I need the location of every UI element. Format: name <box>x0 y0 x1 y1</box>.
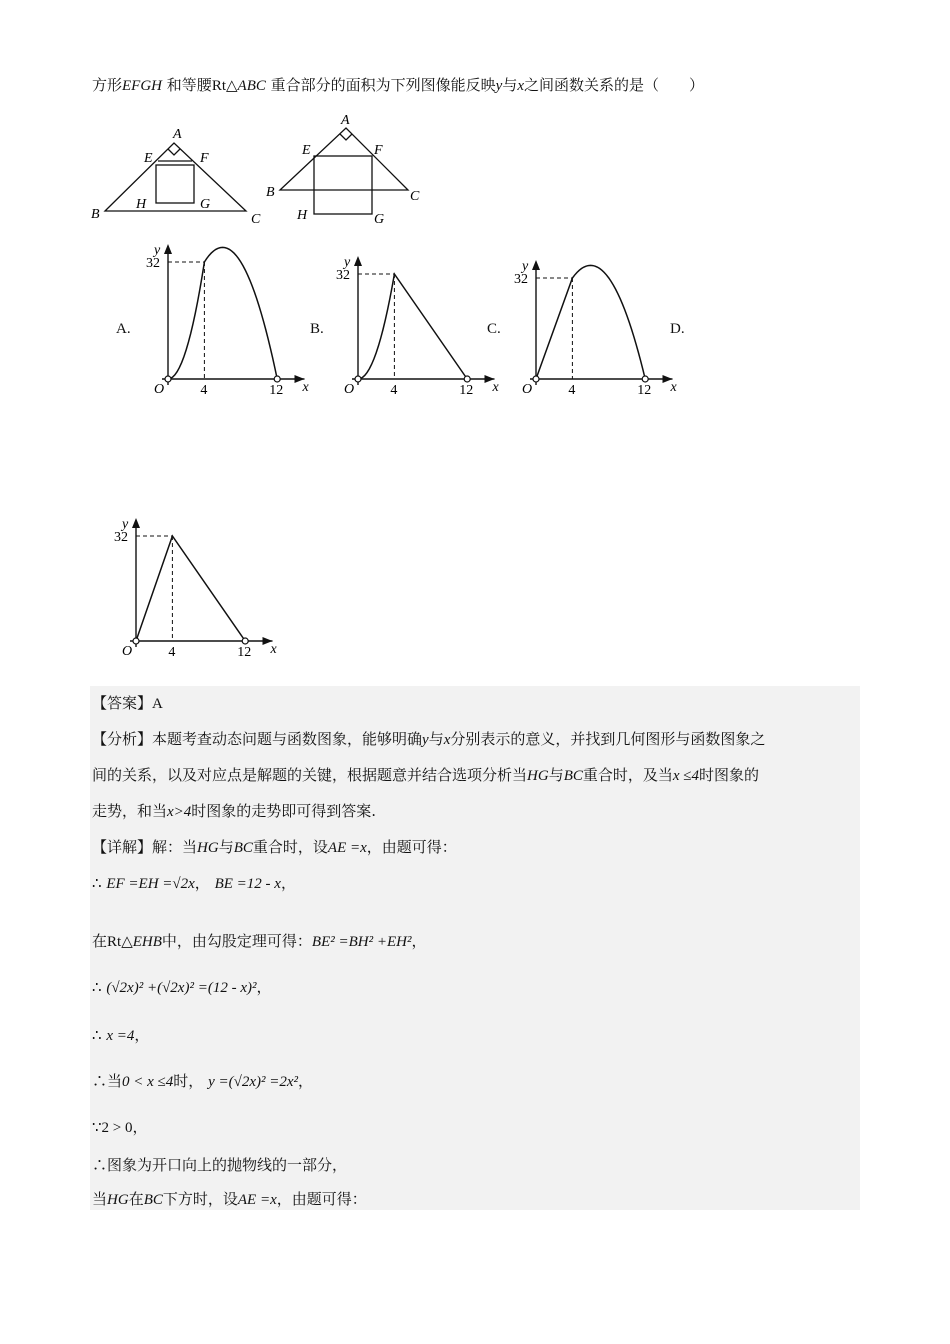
y-tick-32: 32 <box>146 256 160 271</box>
x-tick-12: 12 <box>237 645 252 660</box>
x-tick-4: 4 <box>568 383 576 398</box>
x-axis-label: x <box>492 380 499 395</box>
graph-option-a <box>146 236 316 404</box>
comma-4: ， <box>256 978 272 996</box>
eq-be: BE =12 - x <box>214 876 281 892</box>
origin-open-dot <box>133 638 139 644</box>
option-d-label[interactable]: D. <box>670 321 685 337</box>
therefore-3: ∴ <box>92 1026 102 1044</box>
y-axis-arrow <box>132 518 140 528</box>
origin-label: O <box>522 382 533 397</box>
therefore-when: ∴当 <box>92 1072 123 1090</box>
analysis-text-6: 时图象的走势即可得到答案. <box>191 802 377 820</box>
right-angle-mark-1 <box>168 149 180 155</box>
analysis-hg: HG <box>527 768 549 784</box>
detail-text-2: 重合时，设 <box>252 838 328 856</box>
range-cond: 0 < x ≤4 <box>122 1074 174 1090</box>
label-g-1: G <box>200 197 211 212</box>
function-curve <box>168 247 277 379</box>
detail-pythag-text: 中，由勾股定理可得： <box>161 932 312 950</box>
q-yu: 与 <box>502 76 518 94</box>
detail-zai: 在 <box>92 932 108 950</box>
analysis-bc: BC <box>563 768 583 784</box>
analysis-yu: 与 <box>428 730 444 748</box>
q-rt: Rt△ <box>211 78 238 94</box>
detail-shi: 时， <box>173 1072 204 1090</box>
analysis-text-2: 间的关系，以及对应点是解题的关键，根据题意并结合选项分析当 <box>92 766 528 784</box>
detail-dang: 当 <box>92 1190 108 1208</box>
answer-line <box>92 692 163 713</box>
eq-positive: 2 > 0 <box>101 1120 133 1136</box>
detail-hg: HG <box>197 840 219 856</box>
origin-label: O <box>154 382 165 397</box>
y-axis-label: y <box>344 255 351 270</box>
detail-line-5 <box>92 1024 149 1045</box>
eq-ef-eh: EF =EH =√2x <box>106 876 195 892</box>
label-f-1: F <box>200 151 209 166</box>
y-axis-label: y <box>122 517 129 532</box>
y-tick-32: 32 <box>114 530 128 545</box>
comma-6: ， <box>298 1072 314 1090</box>
x-tick-12: 12 <box>269 383 284 398</box>
label-f-2: F <box>374 143 383 158</box>
graph-option-d <box>114 510 284 666</box>
detail-eq-ae: AE =x <box>327 840 367 856</box>
option-a-label[interactable]: A. <box>116 321 131 337</box>
label-h-1: H <box>136 197 147 212</box>
detail-end: ，由题可得： <box>276 1190 367 1208</box>
geometry-figure-2 <box>262 108 432 230</box>
label-c-1: C <box>251 212 261 227</box>
x-axis-label: x <box>302 380 309 395</box>
detail-bc-2: BC <box>143 1192 163 1208</box>
y-axis-arrow <box>532 260 540 270</box>
detail-line-3 <box>92 930 427 951</box>
therefore-2: ∴ <box>92 978 102 996</box>
x-tick-12: 12 <box>459 383 474 398</box>
q-abc: ABC <box>237 78 266 94</box>
detail-zai-2: 在 <box>128 1190 144 1208</box>
because: ∵ <box>92 1118 102 1136</box>
x-axis-label: x <box>270 642 277 657</box>
detail-eq-ae-2: AE =x <box>237 1192 277 1208</box>
analysis-tail: 分别表示的意义，并找到几何图形与函数图象之 <box>450 730 766 748</box>
x-axis-label: x <box>670 380 677 395</box>
eq-substitution: (√2x)² +(√2x)² =(12 - x)² <box>106 980 257 996</box>
q-efgh: EFGH <box>122 78 163 94</box>
label-b-1: B <box>91 207 100 222</box>
analysis-tag: 【分析】 <box>92 730 153 748</box>
answer-tag: 【答案】 <box>92 694 153 712</box>
label-c-2: C <box>410 189 420 204</box>
q-mid: 和等腰 <box>166 76 212 94</box>
detail-line-4 <box>92 976 271 997</box>
analysis-line-1 <box>92 728 765 749</box>
detail-tag: 【详解】 <box>92 838 153 856</box>
detail-below: 下方时，设 <box>162 1190 238 1208</box>
label-a-2: A <box>341 113 350 128</box>
end-open-dot <box>274 376 280 382</box>
y-axis-arrow <box>164 244 172 254</box>
y-axis-label: y <box>154 243 161 258</box>
square-efgh-2 <box>314 156 372 214</box>
analysis-yu-2: 与 <box>548 766 564 784</box>
q-y: y <box>495 78 503 94</box>
end-open-dot <box>642 376 648 382</box>
eq-x-value: x =4 <box>106 1028 135 1044</box>
q-post: 重合部分的面积为下列图像能反映 <box>270 76 496 94</box>
function-curve <box>536 265 645 379</box>
comma-1: ， <box>194 874 210 892</box>
detail-line-6 <box>92 1070 313 1091</box>
label-e-1: E <box>144 151 153 166</box>
eq-pythagoras: BE² =BH² +EH² <box>311 934 412 950</box>
origin-open-dot <box>355 376 361 382</box>
analysis-x: x <box>443 732 451 748</box>
detail-line-1 <box>92 836 457 857</box>
detail-text-3: ，由题可得： <box>366 838 457 856</box>
detail-rt: Rt△ <box>107 934 133 950</box>
end-open-dot <box>464 376 470 382</box>
q-x: x <box>517 78 525 94</box>
geometry-figure-1 <box>88 122 278 230</box>
therefore-1: ∴ <box>92 874 102 892</box>
detail-bc: BC <box>233 840 253 856</box>
detail-yu: 与 <box>218 838 234 856</box>
analysis-text-5: 走势，和当 <box>92 802 168 820</box>
analysis-y: y <box>422 732 429 748</box>
q-pre: 方形 <box>92 76 123 94</box>
detail-line-8 <box>92 1154 347 1175</box>
answer-value: A <box>152 696 163 712</box>
analysis-line-2 <box>92 764 759 785</box>
y-axis-label: y <box>522 259 529 274</box>
analysis-line-3 <box>92 800 376 821</box>
label-a-1: A <box>173 127 182 142</box>
label-g-2: G <box>374 212 385 227</box>
function-curve <box>358 274 467 379</box>
x-tick-4: 4 <box>390 383 398 398</box>
x-tick-12: 12 <box>637 383 652 398</box>
label-e-2: E <box>302 143 311 158</box>
comma-5: ， <box>134 1026 150 1044</box>
y-axis-arrow <box>354 256 362 266</box>
function-curve <box>136 536 245 641</box>
detail-parabola: ∴图象为开口向上的抛物线的一部分， <box>92 1156 348 1174</box>
option-c-label[interactable]: C. <box>487 321 501 337</box>
eq-y-func: y =(√2x)² =2x² <box>208 1074 299 1090</box>
origin-open-dot <box>165 376 171 382</box>
square-efgh-1 <box>156 165 194 203</box>
label-b-2: B <box>266 185 275 200</box>
right-angle-mark-2 <box>340 134 352 140</box>
detail-line-2 <box>92 872 296 893</box>
detail-line-7 <box>92 1116 148 1137</box>
label-h-2: H <box>297 208 308 223</box>
analysis-text-3: 重合时，及当 <box>582 766 673 784</box>
analysis-text-4: 时图象的 <box>699 766 760 784</box>
origin-label: O <box>344 382 355 397</box>
analysis-cond-1: x ≤4 <box>672 768 700 784</box>
option-b-label[interactable]: B. <box>310 321 324 337</box>
comma-2: ， <box>280 874 296 892</box>
x-tick-4: 4 <box>200 383 208 398</box>
q-tail: 之间函数关系的是（ ） <box>524 76 705 94</box>
comma-3: ， <box>411 932 427 950</box>
detail-ehb: EHB <box>132 934 162 950</box>
question-text <box>92 74 704 95</box>
end-open-dot <box>242 638 248 644</box>
y-tick-32: 32 <box>514 272 528 287</box>
y-tick-32: 32 <box>336 268 350 283</box>
detail-line-9 <box>92 1188 367 1209</box>
detail-hg-2: HG <box>107 1192 129 1208</box>
comma-7: ， <box>132 1118 148 1136</box>
analysis-text-1: 本题考查动态问题与函数图象，能够明确 <box>152 730 423 748</box>
graph-option-c <box>514 252 684 404</box>
detail-text-1: 解：当 <box>152 838 198 856</box>
x-tick-4: 4 <box>168 645 176 660</box>
origin-label: O <box>122 644 133 659</box>
analysis-cond-2: x>4 <box>167 804 192 820</box>
origin-open-dot <box>533 376 539 382</box>
graph-option-b <box>336 248 506 404</box>
